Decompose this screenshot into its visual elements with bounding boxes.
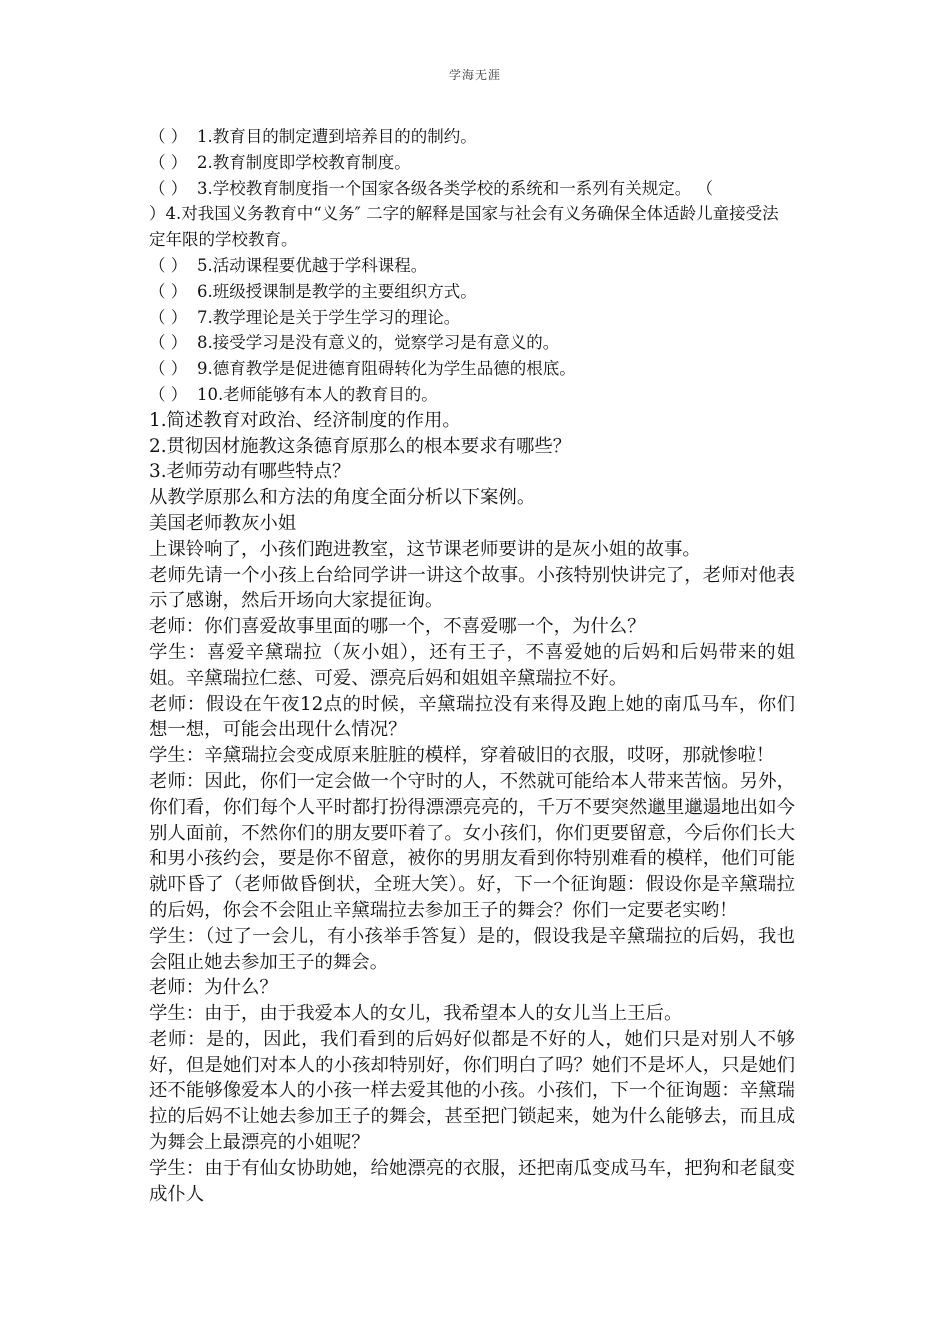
statement-text: 8.接受学习是没有意义的，觉察学习是有意义的。: [197, 333, 560, 353]
statement-text: 3.学校教育制度指一个国家各级各类学校的系统和一系列有关规定。 （: [197, 178, 713, 198]
true-false-item: [149, 382, 795, 408]
short-answer-section: [149, 408, 795, 485]
true-false-item: [149, 124, 795, 150]
answer-blank: （ ）: [149, 178, 188, 198]
dialog-line-student: 学生：（过了一会儿，有小孩举手答复）是的，假设我是辛黛瑞拉的后妈，我也会阻止她去参加王子的舞会。: [149, 925, 795, 973]
true-false-item: [149, 150, 795, 176]
answer-blank: （ ）: [149, 359, 188, 379]
statement-text: 7.教学理论是关于学生学习的理论。: [197, 307, 461, 327]
dialog-line-teacher: 老师：是的，因此，我们看到的后妈好似都是不好的人，她们只是对别人不够好，但是她们对本人的小孩却特别好，你们明白了吗？她们不是坏人，只是她们还不能够像爱本人的小孩一样去爱其他的小孩。小孩们，下一个征询题：辛黛瑞拉的后妈不让她去参加王子的舞会，甚至把门锁起来，她为什么能够去，而且成为舞会上最漂亮的小姐呢？: [149, 1028, 795, 1154]
true-false-item: [149, 305, 795, 331]
case-paragraph: 老师先请一个小孩上台给同学讲一讲这个故事。小孩特别快讲完了，老师对他表示了感谢，然后开场向大家提征询。: [149, 564, 795, 612]
statement-text: 9.德育教学是促进德育阻碍转化为学生品德的根底。: [197, 359, 576, 379]
statement-text: 1.教育目的制定遭到培养目的的制约。: [197, 127, 477, 146]
dialog-line-teacher: 老师：你们喜爱故事里面的哪一个，不喜爱哪一个，为什么？: [149, 616, 646, 638]
statement-text: 5.活动课程要优越于学科课程。: [197, 255, 428, 275]
true-false-section: [149, 124, 795, 408]
true-false-item: [149, 330, 795, 356]
document-body: [149, 124, 795, 1207]
true-false-item: [149, 253, 795, 279]
answer-blank: （ ）: [149, 255, 188, 275]
page-header: 学海无涯: [448, 68, 501, 82]
answer-blank: （ ）: [149, 127, 188, 146]
short-answer-question: 1.简述教育对政治、经济制度的作用。: [149, 409, 461, 431]
true-false-item: [149, 279, 795, 305]
true-false-item: [149, 201, 795, 253]
dialog-line-teacher: 老师：为什么？: [149, 977, 278, 999]
answer-blank: （ ）: [149, 152, 188, 172]
dialog-line-student: 学生：喜爱辛黛瑞拉（灰小姐），还有王子，不喜爱她的后妈和后妈带来的姐姐。辛黛瑞拉仁慈、可爱、漂亮后妈和姐姐辛黛瑞拉不好。: [149, 641, 795, 689]
true-false-item: [149, 356, 795, 382]
dialog-line-teacher: 老师：假设在午夜12点的时候，辛黛瑞拉没有来得及跑上她的南瓜马车，你们想一想，可能会出现什么情况？: [149, 693, 795, 741]
dialog-line-student: 学生：由于有仙女协助她，给她漂亮的衣服，还把南瓜变成马车，把狗和老鼠变成仆人: [149, 1157, 795, 1205]
dialog-line-student: 学生：由于，由于我爱本人的女儿，我希望本人的女儿当上王后。: [149, 1003, 683, 1025]
short-answer-question: 3.老师劳动有哪些特点？: [149, 461, 351, 483]
statement-text: ）4.对我国义务教育中“义务″ 二字的解释是国家与社会有义务确保全体适龄儿童接受法定年限的学校教育。: [149, 204, 779, 250]
answer-blank: （ ）: [149, 333, 188, 353]
case-title: 美国老师教灰小姐: [149, 512, 297, 534]
statement-text: 6.班级授课制是教学的主要组织方式。: [197, 281, 477, 301]
short-answer-question: 2.贯彻因材施教这条德育原那么的根本要求有哪些？: [149, 435, 572, 457]
statement-text: 2.教育制度即学校教育制度。: [197, 152, 411, 172]
answer-blank: （ ）: [149, 281, 188, 301]
true-false-item: [149, 176, 795, 202]
case-paragraph: 上课铃响了，小孩们跑进教室，这节课老师要讲的是灰小姐的故事。: [149, 538, 701, 560]
dialog-line-teacher: 老师：因此，你们一定会做一个守时的人，不然就可能给本人带来苦恼。另外，你们看，你们每个人平时都打扮得漂漂亮亮的，千万不要突然邋里邋遢地出如今别人面前，不然你们的朋友要吓着了。女小孩们，你们更要留意，今后你们长大和男小孩约会，要是你不留意，被你的男朋友看到你特别难看的模样，他们可能就吓昏了（老师做昏倒状，全班大笑）。好，下一个征询题：假设你是辛黛瑞拉的后妈，你会不会阻止辛黛瑞拉去参加王子的舞会？你们一定要老实哟！: [149, 770, 795, 921]
dialog-line-student: 学生：辛黛瑞拉会变成原来脏脏的模样，穿着破旧的衣服，哎呀，那就惨啦！: [149, 745, 775, 767]
answer-blank: （ ）: [149, 307, 188, 327]
statement-text: 10.老师能够有本人的教育目的。: [197, 384, 438, 404]
case-study-section: [149, 485, 795, 1207]
answer-blank: （ ）: [149, 384, 188, 404]
case-instruction: 从教学原那么和方法的角度全面分析以下案例。: [149, 487, 536, 509]
